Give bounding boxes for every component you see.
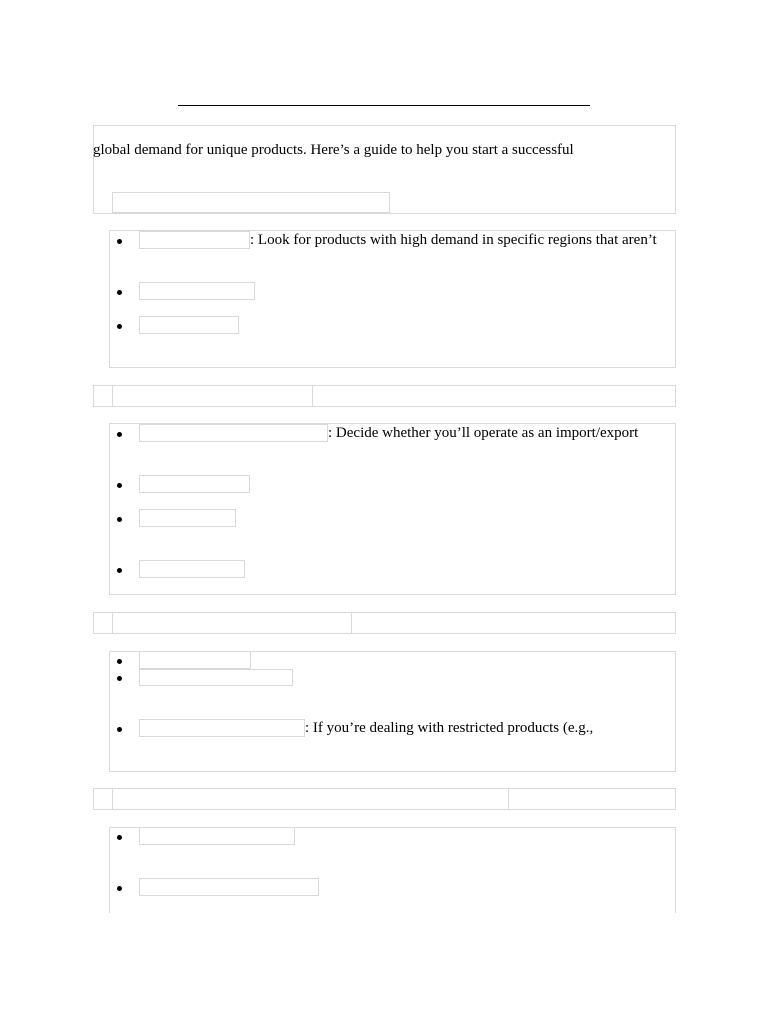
term-placeholder bbox=[139, 282, 255, 300]
term-placeholder bbox=[139, 231, 250, 249]
title-rule bbox=[178, 105, 590, 106]
bullet bbox=[117, 290, 122, 295]
bullet bbox=[117, 483, 122, 488]
intro-text: global demand for unique products. Here’s a guide to help you start a successful bbox=[93, 142, 574, 158]
term-placeholder bbox=[139, 424, 328, 442]
term-placeholder bbox=[139, 316, 239, 334]
list-item-text: : Decide whether you’ll operate as an import/export bbox=[328, 425, 639, 441]
bullet bbox=[117, 239, 122, 244]
heading-divider bbox=[351, 612, 352, 634]
heading-divider bbox=[112, 612, 113, 634]
heading-divider bbox=[112, 788, 113, 810]
intro-heading-placeholder bbox=[112, 192, 390, 213]
section3-heading-row bbox=[93, 612, 676, 634]
term-placeholder bbox=[139, 475, 250, 493]
heading-divider bbox=[312, 385, 313, 407]
term-placeholder bbox=[139, 509, 236, 527]
term-placeholder bbox=[139, 651, 251, 669]
bullet bbox=[117, 568, 122, 573]
bullet bbox=[117, 659, 122, 664]
heading-divider bbox=[112, 385, 113, 407]
bullet bbox=[117, 517, 122, 522]
term-placeholder bbox=[139, 827, 295, 845]
section2-heading-row bbox=[93, 385, 676, 407]
bullet bbox=[117, 432, 122, 437]
list-item-text: : Look for products with high demand in specific regions that aren’t bbox=[250, 232, 657, 248]
term-placeholder bbox=[139, 878, 319, 896]
section4-heading-row bbox=[93, 788, 676, 810]
heading-divider bbox=[508, 788, 509, 810]
term-placeholder bbox=[139, 719, 305, 737]
list-item-text: : If you’re dealing with restricted products (e.g., bbox=[305, 720, 594, 736]
term-placeholder bbox=[139, 560, 245, 578]
bullet bbox=[117, 727, 122, 732]
bullet bbox=[117, 676, 122, 681]
bullet bbox=[117, 324, 122, 329]
bullet bbox=[117, 886, 122, 891]
bullet bbox=[117, 835, 122, 840]
term-placeholder bbox=[139, 669, 293, 686]
